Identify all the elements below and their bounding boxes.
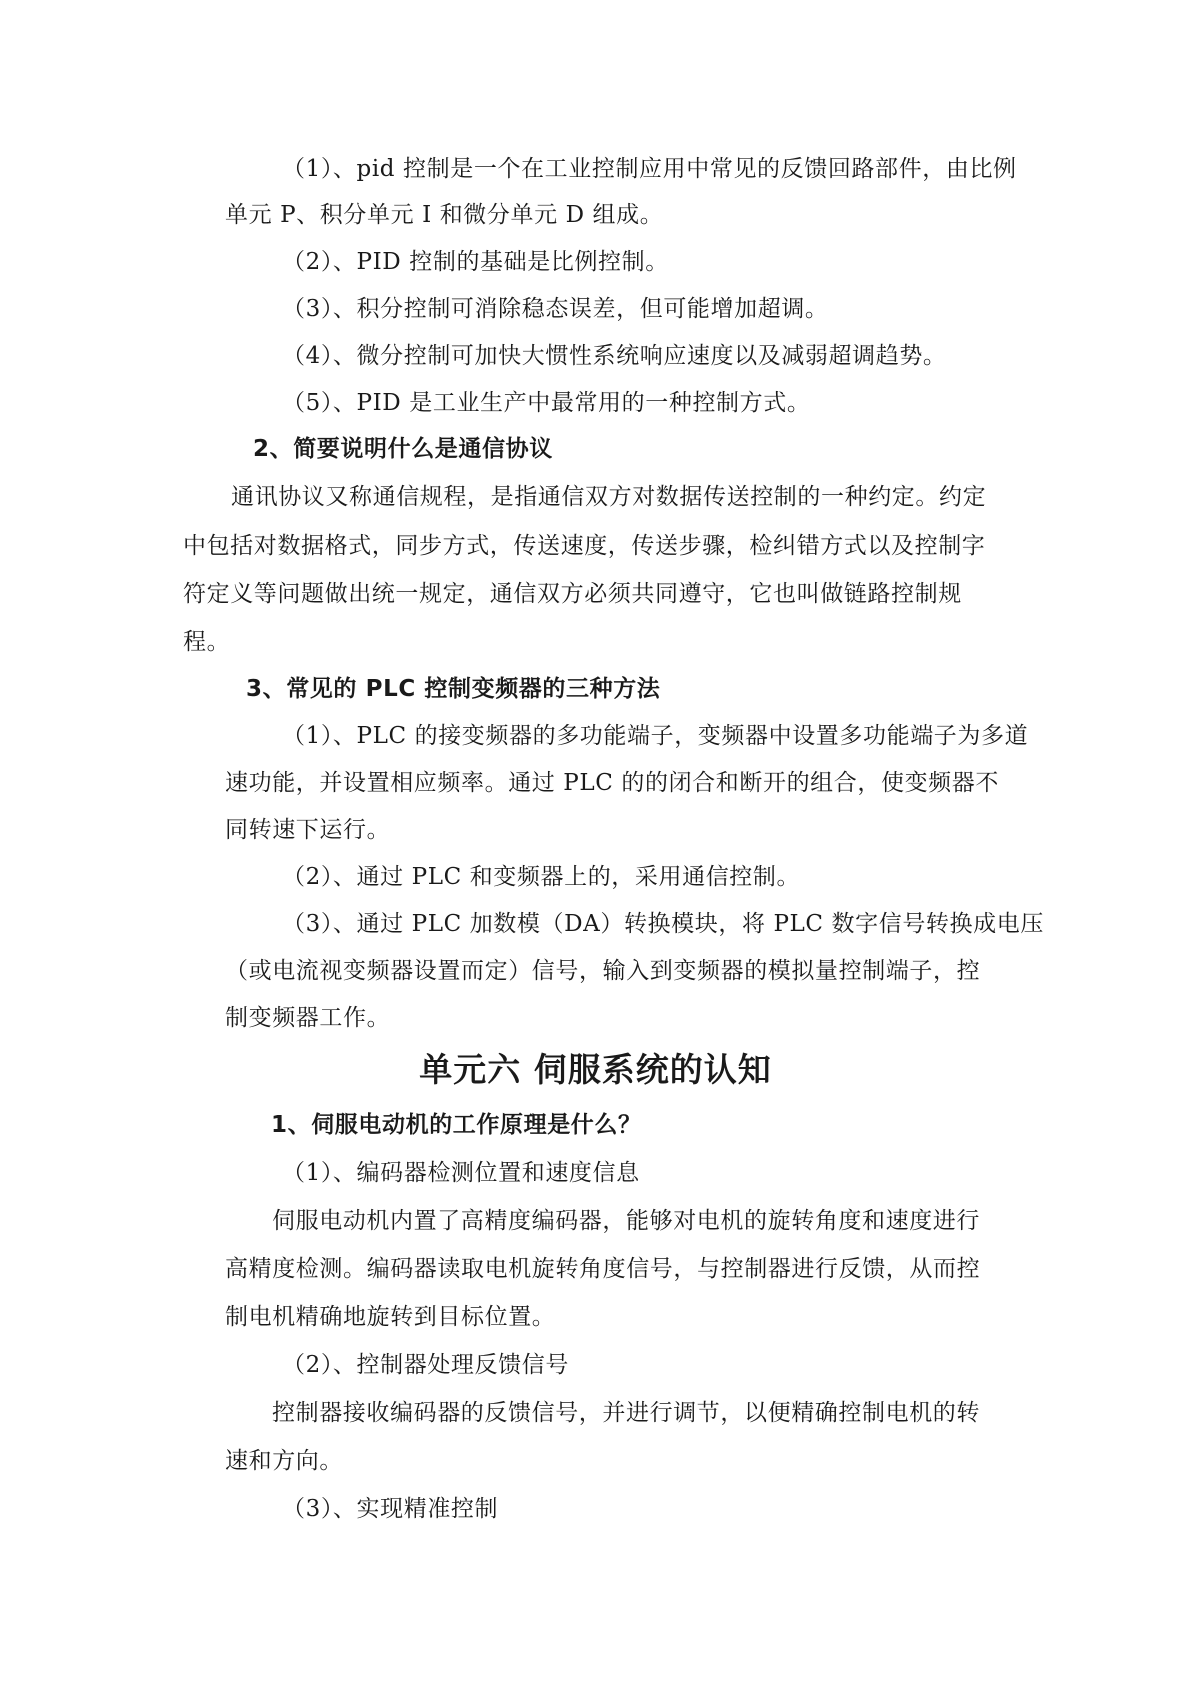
pid-point-4: （4）、微分控制可加快大惯性系统响应速度以及减弱超调趋势。 (282, 343, 947, 369)
section-3-line-2: 速功能，并设置相应频率。通过 PLC 的的闭合和断开的组合，使变频器不 (225, 770, 999, 796)
section-3-heading: 3、常见的 PLC 控制变频器的三种方法 (246, 676, 661, 702)
pid-point-1-line-2: 单元 P、积分单元 I 和微分单元 D 组成。 (225, 202, 664, 228)
section-2-heading: 2、简要说明什么是通信协议 (253, 436, 553, 462)
unit-6-line-7: 速和方向。 (225, 1448, 343, 1474)
unit-6-line-1: （1）、编码器检测位置和速度信息 (282, 1160, 640, 1186)
unit-6-line-6: 控制器接收编码器的反馈信号，并进行调节，以便精确控制电机的转 (272, 1400, 980, 1426)
section-2-line-4: 程。 (183, 629, 231, 655)
section-3-line-6: （或电流视变频器设置而定）信号，输入到变频器的模拟量控制端子，控 (225, 958, 981, 984)
pid-point-2: （2）、PID 控制的基础是比例控制。 (282, 249, 669, 275)
section-2-line-1: 通讯协议又称通信规程，是指通信双方对数据传送控制的一种约定。约定 (231, 484, 987, 510)
section-2-line-2: 中包括对数据格式，同步方式，传送速度，传送步骤，检纠错方式以及控制字 (183, 533, 986, 559)
section-3-line-7: 制变频器工作。 (225, 1005, 391, 1031)
section-3-line-4: （2）、通过 PLC 和变频器上的，采用通信控制。 (282, 864, 801, 890)
unit-6-line-8: （3）、实现精准控制 (282, 1496, 499, 1522)
pid-point-1-line-1: （1）、pid 控制是一个在工业控制应用中常见的反馈回路部件，由比例 (282, 156, 1017, 182)
unit-6-line-2: 伺服电动机内置了高精度编码器，能够对电机的旋转角度和速度进行 (272, 1208, 980, 1234)
unit-6-title: 单元六 伺服系统的认知 (419, 1050, 772, 1089)
section-3-line-3: 同转速下运行。 (225, 817, 391, 843)
pid-point-5: （5）、PID 是工业生产中最常用的一种控制方式。 (282, 390, 811, 416)
unit-6-line-3: 高精度检测。编码器读取电机旋转角度信号，与控制器进行反馈，从而控 (225, 1256, 981, 1282)
unit-6-line-4: 制电机精确地旋转到目标位置。 (225, 1304, 556, 1330)
section-2-line-3: 符定义等问题做出统一规定，通信双方必须共同遵守，它也叫做链路控制规 (183, 581, 962, 607)
section-3-line-1: （1）、PLC 的接变频器的多功能端子，变频器中设置多功能端子为多道 (282, 723, 1029, 749)
section-3-line-5: （3）、通过 PLC 加数模（DA）转换模块，将 PLC 数字信号转换成电压 (282, 911, 1044, 937)
unit-6-question-1-heading: 1、伺服电动机的工作原理是什么？ (271, 1112, 642, 1138)
pid-point-3: （3）、积分控制可消除稳态误差，但可能增加超调。 (282, 296, 829, 322)
unit-6-line-5: （2）、控制器处理反馈信号 (282, 1352, 569, 1378)
